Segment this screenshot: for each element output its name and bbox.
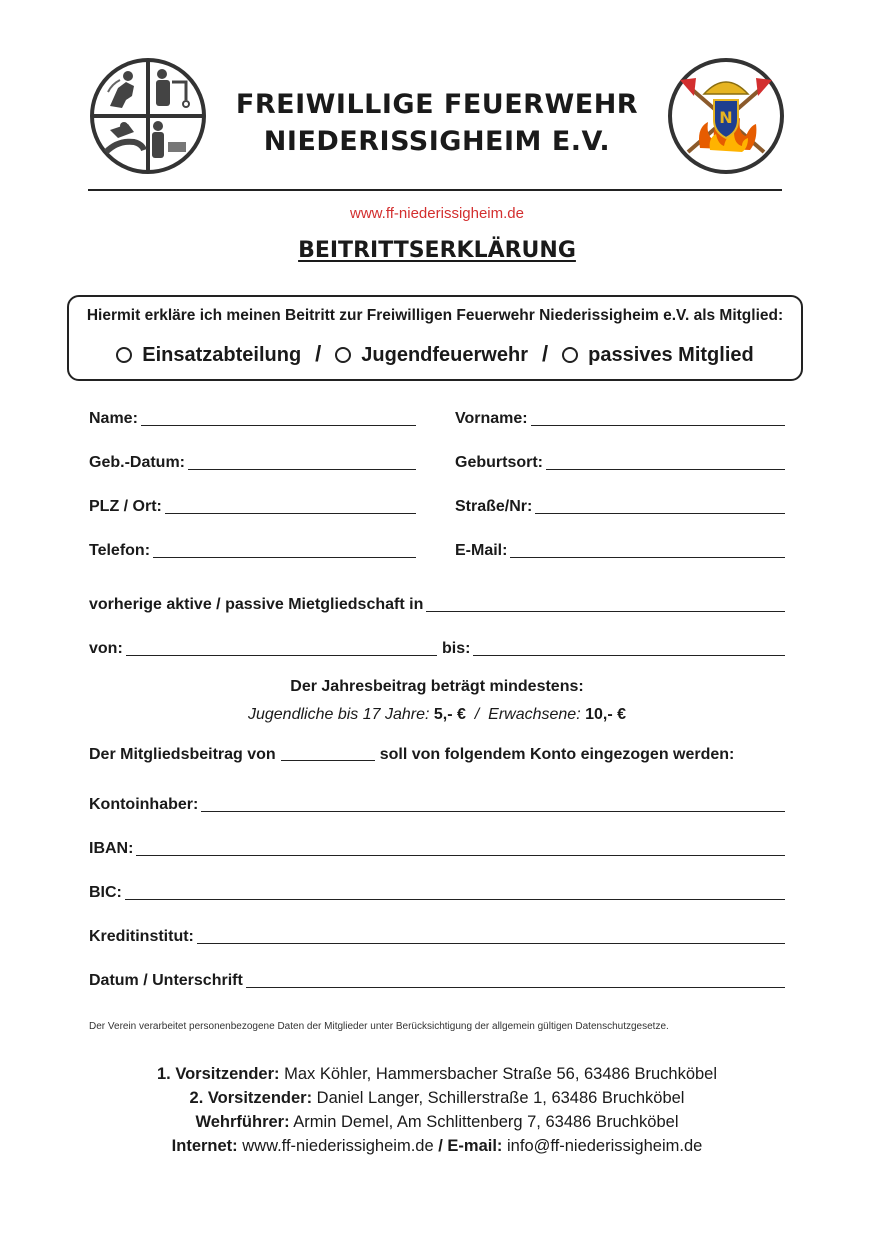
organization-name bbox=[210, 86, 664, 160]
option-separator: / bbox=[315, 341, 322, 366]
option-label: Einsatzabteilung bbox=[142, 344, 302, 367]
bis-input-line[interactable] bbox=[473, 655, 785, 656]
telefon-input-line[interactable] bbox=[153, 557, 416, 558]
footer-contacts bbox=[0, 1062, 874, 1158]
iban-label: IBAN: bbox=[89, 840, 134, 857]
website-link[interactable]: www.ff-niederissigheim.de bbox=[350, 205, 524, 222]
iban-input-line[interactable] bbox=[136, 855, 785, 856]
form-title: BEITRITTSERKLÄRUNG bbox=[298, 238, 576, 263]
footer-chief bbox=[0, 1110, 874, 1134]
bic-field[interactable] bbox=[89, 880, 785, 902]
vorname-input-line[interactable] bbox=[531, 425, 785, 426]
youth-fee-label: Jugendliche bis 17 Jahre: bbox=[247, 706, 430, 723]
internet-label: Internet: bbox=[171, 1137, 238, 1155]
kreditinstitut-label: Kreditinstitut: bbox=[89, 928, 194, 945]
option-einsatzabteilung[interactable] bbox=[116, 344, 301, 367]
adult-fee-amount: 10,- € bbox=[585, 706, 627, 723]
chief-label: Wehrführer: bbox=[195, 1113, 290, 1131]
bis-label: bis: bbox=[442, 640, 471, 657]
radio-circle-icon[interactable] bbox=[116, 347, 132, 363]
telefon-label: Telefon: bbox=[89, 542, 151, 559]
plz-ort-label: PLZ / Ort: bbox=[89, 498, 162, 515]
telefon-field[interactable] bbox=[89, 538, 416, 560]
organization-name-line2: NIEDERISSIGHEIM E.V. bbox=[263, 126, 611, 157]
email-label: E-Mail: bbox=[455, 542, 508, 559]
previous-membership-field[interactable] bbox=[89, 592, 785, 614]
signature-input-line[interactable] bbox=[246, 987, 785, 988]
kreditinstitut-field[interactable] bbox=[89, 924, 785, 946]
von-input-line[interactable] bbox=[126, 655, 437, 656]
von-label: von: bbox=[89, 640, 123, 657]
sepa-text-after: soll von folgendem Konto eingezogen werden: bbox=[379, 746, 735, 763]
strasse-field[interactable] bbox=[455, 494, 785, 516]
chair1-label: 1. Vorsitzender: bbox=[156, 1065, 280, 1083]
geburtsort-input-line[interactable] bbox=[546, 469, 785, 470]
signature-field[interactable] bbox=[89, 968, 785, 990]
radio-circle-icon[interactable] bbox=[335, 347, 351, 363]
footer-chair1 bbox=[0, 1062, 874, 1086]
fire-brigade-crest-icon bbox=[666, 56, 786, 176]
kontoinhaber-input-line[interactable] bbox=[201, 811, 785, 812]
membership-options bbox=[69, 341, 801, 367]
previous-membership-input-line[interactable] bbox=[426, 611, 785, 612]
kontoinhaber-field[interactable] bbox=[89, 792, 785, 814]
plz-ort-input-line[interactable] bbox=[165, 513, 416, 514]
kreditinstitut-input-line[interactable] bbox=[197, 943, 785, 944]
footer-internet bbox=[0, 1134, 874, 1158]
strasse-label: Straße/Nr: bbox=[455, 498, 533, 515]
email-contact-link[interactable]: info@ff-niederissigheim.de bbox=[507, 1137, 703, 1155]
privacy-notice: Der Verein verarbeitet personenbezogene Daten der Mitglieder unter Berücksichtigung der allgemein gültigen Datenschutzgesetze. bbox=[89, 1021, 669, 1032]
strasse-input-line[interactable] bbox=[535, 513, 785, 514]
option-separator: / bbox=[541, 341, 549, 366]
signature-label: Datum / Unterschrift bbox=[89, 972, 243, 989]
name-input-line[interactable] bbox=[141, 425, 416, 426]
fee-separator: / bbox=[474, 706, 480, 723]
vorname-label: Vorname: bbox=[455, 410, 528, 427]
option-label: Jugendfeuerwehr bbox=[361, 344, 528, 367]
email-field[interactable] bbox=[455, 538, 785, 560]
plz-ort-field[interactable] bbox=[89, 494, 416, 516]
chair1-value: Max Köhler, Hammersbacher Straße 56, 63486 Bruchköbel bbox=[284, 1065, 718, 1083]
geburtsort-field[interactable] bbox=[455, 450, 785, 472]
fee-amount-input-line[interactable] bbox=[281, 760, 375, 761]
radio-circle-icon[interactable] bbox=[562, 347, 578, 363]
fee-detail bbox=[0, 706, 874, 724]
name-field[interactable] bbox=[89, 406, 416, 428]
geb-datum-label: Geb.-Datum: bbox=[89, 454, 185, 471]
svg-text:N: N bbox=[719, 108, 733, 127]
fee-heading: Der Jahresbeitrag beträgt mindestens: bbox=[290, 678, 584, 695]
chair2-value: Daniel Langer, Schillerstraße 1, 63486 Bruchköbel bbox=[316, 1089, 685, 1107]
email-contact-label: / E-mail: bbox=[438, 1137, 503, 1155]
geb-datum-input-line[interactable] bbox=[188, 469, 416, 470]
option-jugendfeuerwehr[interactable] bbox=[335, 344, 528, 367]
organization-name-line1: FREIWILLIGE FEUERWEHR bbox=[235, 89, 639, 120]
geburtsort-label: Geburtsort: bbox=[455, 454, 543, 471]
geb-datum-field[interactable] bbox=[89, 450, 416, 472]
bis-field[interactable] bbox=[442, 636, 785, 658]
sepa-sentence bbox=[89, 746, 789, 764]
declaration-text: Hiermit erkläre ich meinen Beitritt zur Freiwilligen Feuerwehr Niederissigheim e.V. als Mitglied: bbox=[86, 307, 784, 324]
vorname-field[interactable] bbox=[455, 406, 785, 428]
bic-input-line[interactable] bbox=[125, 899, 785, 900]
name-label: Name: bbox=[89, 410, 138, 427]
chief-value: Armin Demel, Am Schlittenberg 7, 63486 Bruchköbel bbox=[293, 1113, 679, 1131]
previous-membership-label: vorherige aktive / passive Mietgliedschaft in bbox=[89, 596, 424, 613]
chair2-label: 2. Vorsitzender: bbox=[189, 1089, 313, 1107]
kontoinhaber-label: Kontoinhaber: bbox=[89, 796, 199, 813]
youth-fee-amount: 5,- € bbox=[433, 706, 466, 723]
email-input-line[interactable] bbox=[510, 557, 785, 558]
fire-brigade-emblem-icon bbox=[88, 56, 208, 176]
option-label: passives Mitglied bbox=[588, 344, 754, 367]
option-passives-mitglied[interactable] bbox=[562, 344, 754, 367]
sepa-text-before: Der Mitgliedsbeitrag von bbox=[89, 746, 276, 763]
header-divider bbox=[88, 189, 782, 191]
internet-link[interactable]: www.ff-niederissigheim.de bbox=[242, 1137, 434, 1155]
membership-declaration-box bbox=[67, 295, 803, 381]
von-field[interactable] bbox=[89, 636, 437, 658]
adult-fee-label: Erwachsene: bbox=[488, 706, 581, 723]
bic-label: BIC: bbox=[89, 884, 122, 901]
iban-field[interactable] bbox=[89, 836, 785, 858]
footer-chair2 bbox=[0, 1086, 874, 1110]
